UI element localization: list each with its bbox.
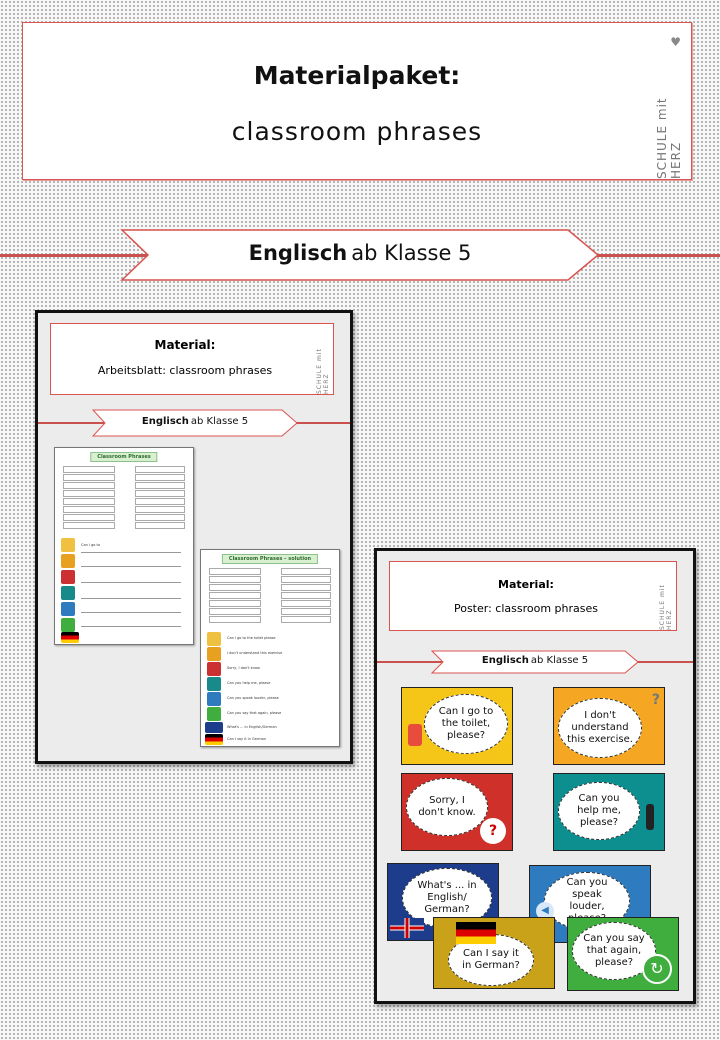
phrase-help: Can you help me, please? bbox=[577, 793, 621, 828]
worksheet-banner-subject: Englisch bbox=[141, 416, 189, 427]
poster-banner-grade: ab Klasse 5 bbox=[530, 655, 589, 666]
worksheet-page-2 bbox=[200, 549, 340, 747]
phrase-louder: Can you speak louder, bbox=[566, 877, 608, 912]
worksheet-page-1 bbox=[54, 447, 194, 645]
worksheet-material-title: Arbeitsblatt: classroom phrases bbox=[97, 364, 273, 377]
worksheet-banner bbox=[92, 409, 298, 437]
poster-banner-subject: Englisch bbox=[481, 655, 529, 666]
banner-subject: Englisch bbox=[248, 241, 348, 265]
phrase-german: Can I say it in German? bbox=[462, 948, 520, 971]
brand-logo-text: SCHULE mit HERZ bbox=[655, 97, 683, 179]
toilet-icon bbox=[408, 724, 422, 746]
poster-banner bbox=[431, 650, 639, 674]
phrase-english: What's ... in English/ German? bbox=[417, 880, 477, 915]
confused-person-icon: ? bbox=[480, 818, 506, 844]
repeat-icon: ↻ bbox=[642, 954, 672, 984]
worksheet-line-8: Can I say it in German bbox=[227, 737, 266, 741]
worksheet-line-5: Can you speak louder, please bbox=[227, 696, 279, 700]
worksheet-brand: SCHULE mit HERZ bbox=[316, 348, 330, 394]
poster-preview bbox=[374, 548, 696, 1004]
question-marks-icon: ? bbox=[651, 692, 660, 708]
raised-hand-icon bbox=[646, 804, 654, 830]
worksheet-preview bbox=[35, 310, 353, 764]
worksheet-line-2: I don't understand this exercise bbox=[227, 651, 283, 655]
phrase-toilet: Can I go to the toilet, please? bbox=[438, 706, 494, 741]
phrase-card-understand bbox=[553, 687, 665, 765]
poster-material-label: Material: bbox=[498, 578, 554, 591]
worksheet-page-2-title: Classroom Phrases – solution bbox=[222, 554, 318, 564]
page-subtitle: classroom phrases bbox=[231, 117, 483, 146]
speaker-icon: ◀ bbox=[536, 902, 554, 920]
poster-material-title: Poster: classroom phrases bbox=[453, 602, 599, 615]
poster-brand: SCHULE mit HERZ bbox=[659, 584, 673, 630]
worksheet-banner-grade: ab Klasse 5 bbox=[190, 416, 249, 427]
phrase-card-dont-know bbox=[401, 773, 513, 851]
page-title: Materialpaket: bbox=[253, 61, 461, 90]
poster-title-box bbox=[389, 561, 677, 631]
subject-banner bbox=[120, 228, 600, 282]
worksheet-line-6: Can you say that again, please bbox=[227, 711, 282, 715]
worksheet-line-3: Sorry, I don't know bbox=[227, 666, 260, 670]
worksheet-line-7: What's ... in English/German bbox=[227, 725, 277, 729]
german-flag-icon bbox=[456, 922, 496, 944]
worksheet-page-1-title: Classroom Phrases bbox=[90, 452, 157, 462]
phrase-again: Can you say that again, please? bbox=[583, 933, 645, 968]
phrase-dont-know: Sorry, I don't know. bbox=[418, 795, 476, 818]
heart-icon: ♥ bbox=[670, 35, 681, 49]
worksheet-line-4: Can you help me, please bbox=[227, 681, 271, 685]
uk-flag-icon bbox=[390, 918, 424, 938]
worksheet-page-1-example: Can I go to bbox=[81, 543, 101, 547]
title-box bbox=[22, 22, 692, 180]
phrase-card-help bbox=[553, 773, 665, 851]
phrase-card-again bbox=[567, 917, 679, 991]
worksheet-title-box bbox=[50, 323, 334, 395]
phrase-card-german bbox=[433, 917, 555, 989]
phrase-understand: I don't understand this exercise. bbox=[567, 710, 633, 745]
worksheet-line-1: Can I go to the toilet please bbox=[227, 636, 276, 640]
banner-grade: ab Klasse 5 bbox=[351, 241, 472, 265]
phrase-card-toilet bbox=[401, 687, 513, 765]
worksheet-material-label: Material: bbox=[154, 338, 216, 352]
